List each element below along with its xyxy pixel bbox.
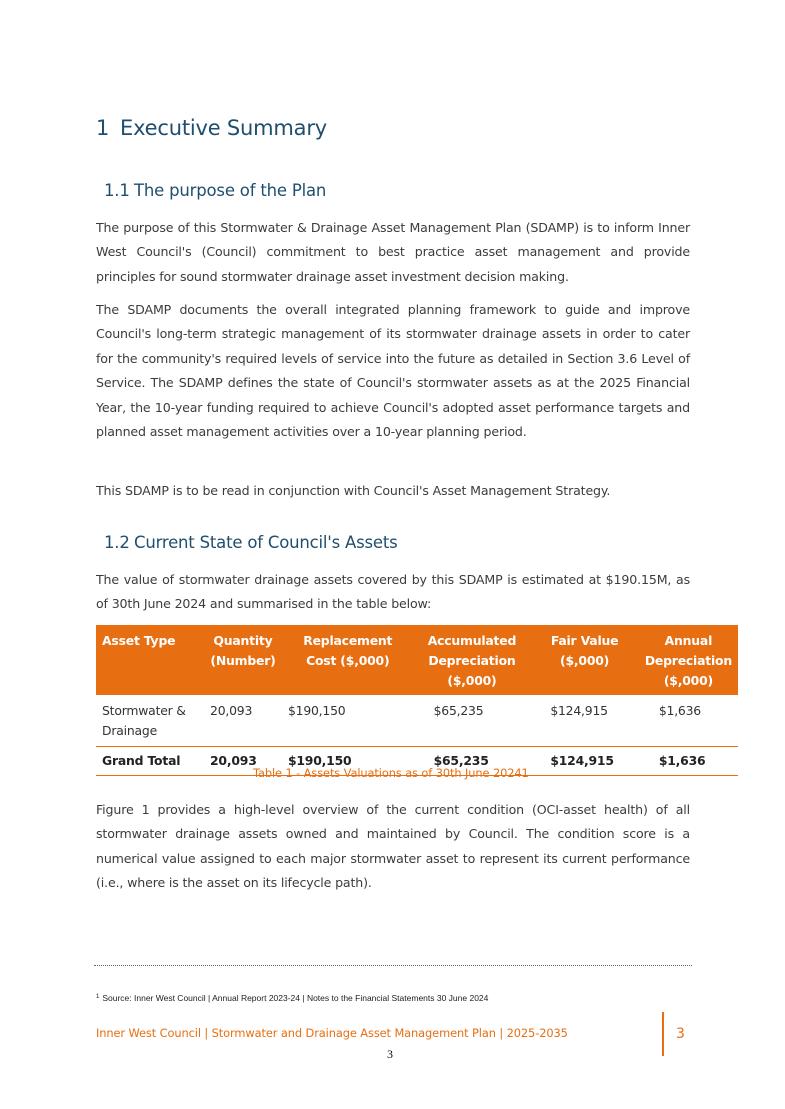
total-fair-value: $124,915 [530,747,639,776]
total-label: Grand Total [96,747,204,776]
cell-replacement-cost: $190,150 [287,703,346,718]
table-header-row [96,625,738,695]
footer-divider [662,1012,664,1056]
subsection-title: The purpose of the Plan [134,181,327,200]
total-accumulated-depreciation: $65,235 [414,747,531,776]
table-row [96,695,738,747]
total-quantity: 20,093 [204,747,282,776]
subsection-number: 1.2 [104,533,130,552]
cell-quantity: 20,093 [210,703,253,718]
header-asset-type: Asset Type [96,625,204,695]
footer-title: Inner West Council | Stormwater and Drainage Asset Management Plan | 2025-2035 [96,1026,568,1040]
table-caption: Table 1 - Assets Valuations as of 30th June 20241 [253,766,529,780]
total-annual-depreciation: $1,636 [639,747,738,776]
header-accumulated-depreciation: Accumulated Depreciation ($,000) [414,625,531,695]
subsection-number: 1.1 [104,181,130,200]
paragraph: The value of stormwater drainage assets covered by this SDAMP is estimated at $190.15M, as of 30th June 2024 and summarised in the table below: [96,572,690,612]
header-fair-value: Fair Value ($,000) [530,625,639,695]
footnote [96,993,488,1003]
cell-accumulated-depreciation: $65,235 [433,703,484,718]
paragraph: The purpose of this Stormwater & Drainage Asset Management Plan (SDAMP) is to inform Inner West Council's (Council) commitment to best practice asset management and provide principles for sound stormwater drainage asset investment decision making. [96,220,690,284]
subsection-heading-1-2 [104,533,398,552]
section-title: Executive Summary [120,116,327,140]
header-annual-depreciation: Annual Depreciation ($,000) [639,625,738,695]
paragraph: Figure 1 provides a high-level overview of the current condition (OCI-asset health) of all stormwater drainage assets owned and maintained by Council. The condition score is a numerical value assigned to each major stormwater asset to represent its current performance (i.e., where is the asset on its lifecycle path). [96,802,690,891]
cell-asset-type: Stormwater & Drainage [102,703,186,738]
paragraph: The SDAMP documents the overall integrated planning framework to guide and improve Council's long-term strategic management of its stormwater drainage assets in order to cater for the community's required levels of service into the future as detailed in Section 3.6 Level of Service. The SDAMP defines the state of Council's stormwater assets as at the 2025 Financial Year, the 10-year funding required to achieve Council's adopted asset performance targets and planned asset management activities over a 10-year planning period. [96,302,690,440]
subsection-title: Current State of Council's Assets [134,533,398,552]
footnote-divider [94,965,692,966]
total-replacement-cost: $190,150 [282,747,414,776]
page-number: 3 [387,1047,393,1061]
footnote-text: Source: Inner West Council | Annual Report 2023-24 | Notes to the Financial Statements 30 June 2024 [102,993,489,1003]
asset-valuation-table [96,625,738,776]
subsection-heading-1-1 [104,181,326,200]
section-heading-1 [96,116,327,140]
paragraph: This SDAMP is to be read in conjunction with Council's Asset Management Strategy. [96,483,611,498]
cell-fair-value: $124,915 [550,703,608,718]
footnote-marker: 1 [96,994,100,1000]
cell-annual-depreciation: $1,636 [658,703,701,718]
header-replacement-cost: Replacement Cost ($,000) [282,625,414,695]
section-number: 1 [96,116,110,140]
footer-page-number: 3 [676,1026,685,1042]
header-quantity: Quantity (Number) [204,625,282,695]
